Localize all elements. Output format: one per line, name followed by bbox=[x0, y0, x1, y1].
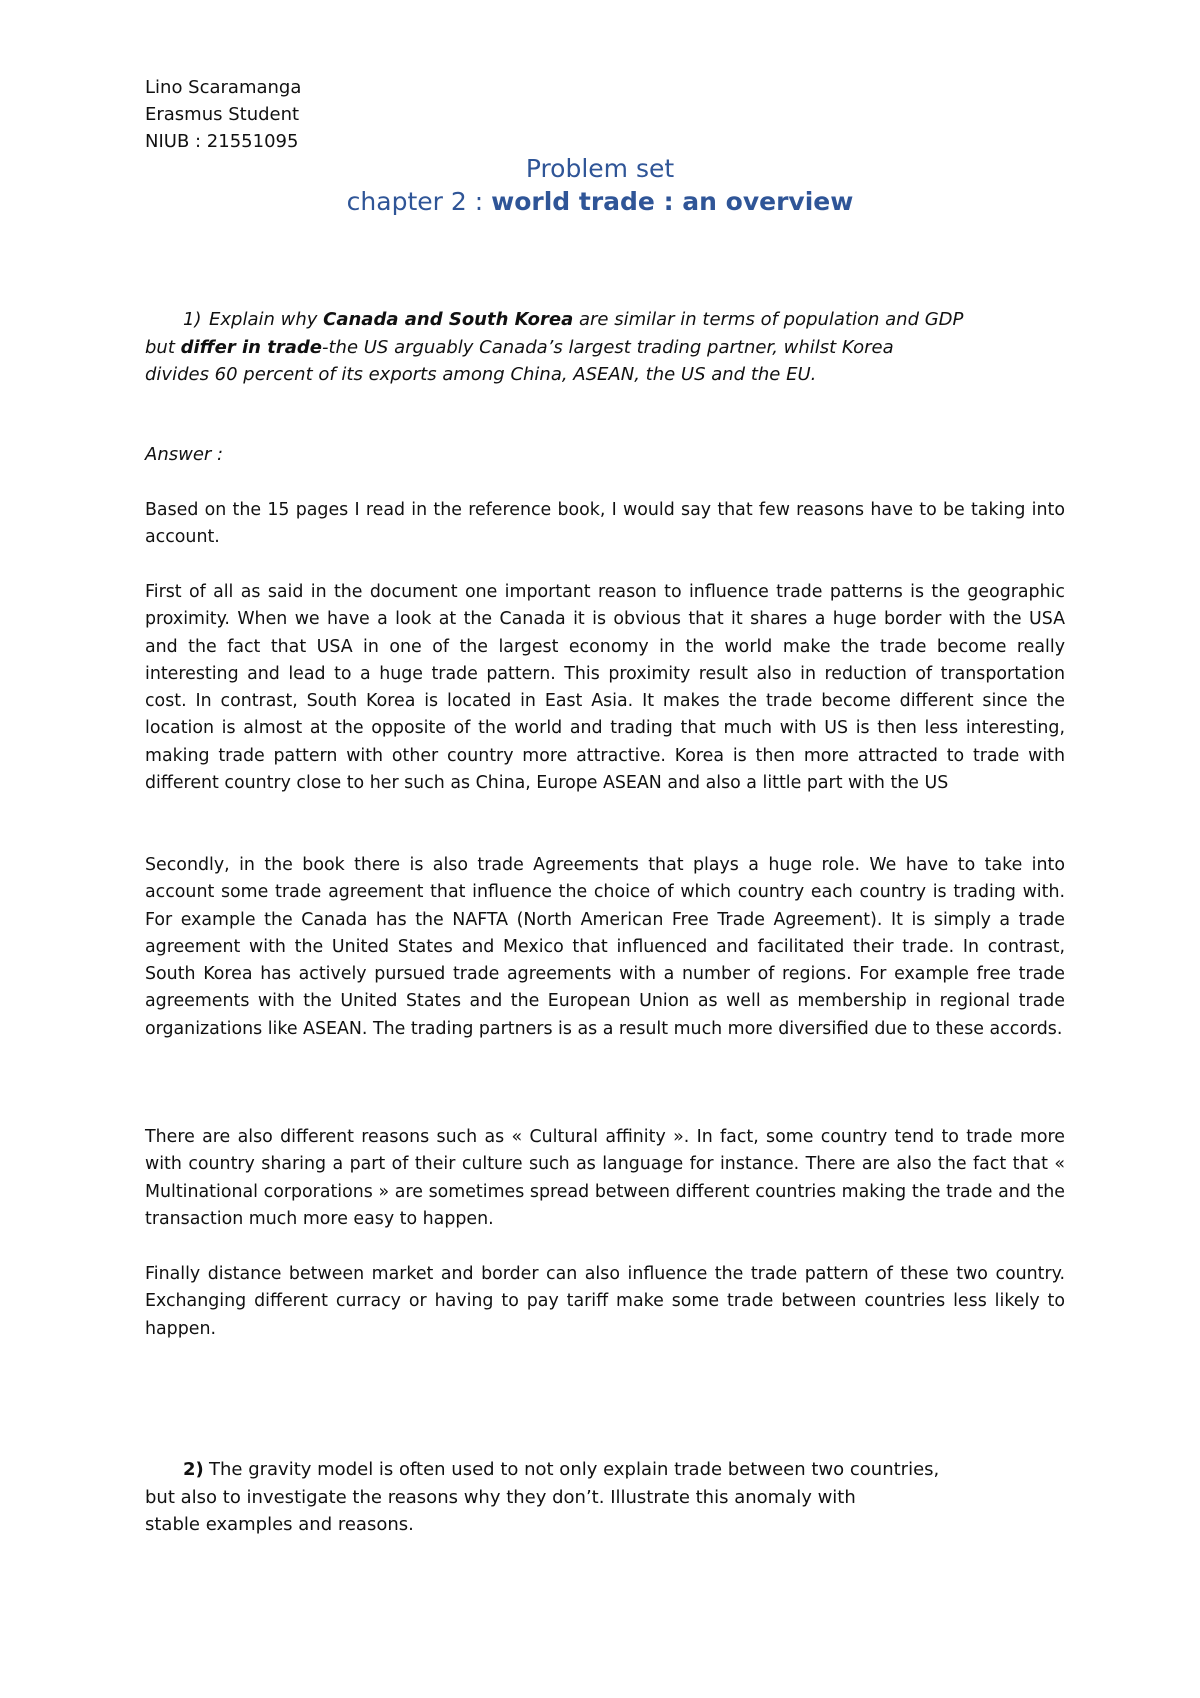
answer-paragraph-culture: There are also different reasons such as « Cultural affinity ». In fact, some country tend to trade more with country sharing a part of their culture such as language for instance. There are also the fact that « Multinational corporations » are sometimes spread between different countries making the trade and the transaction much more easy to happen. bbox=[145, 1127, 1065, 1229]
question-1-line-1 bbox=[145, 306, 963, 334]
q1-text-c: are similar in terms of population and GDP bbox=[573, 309, 964, 330]
title-line-1: Problem set bbox=[525, 154, 675, 183]
q2-text-1: The gravity model is often used to not only explain trade between two countries, bbox=[209, 1459, 940, 1480]
title-topic: world trade : an overview bbox=[491, 187, 854, 216]
question-1-line-3: divides 60 percent of its exports among China, ASEAN, the US and the EU. bbox=[145, 364, 817, 385]
author-name: Lino Scaramanga bbox=[145, 77, 302, 98]
question-2-line-3: stable examples and reasons. bbox=[145, 1514, 414, 1535]
answer-paragraph-agreements: Secondly, in the book there is also trade Agreements that plays a huge role. We have to take into account some trade agreement that influence the choice of which country each country is trading with. For example the Canada has the NAFTA (North American Free Trade Agreement). It is simply a trade agreement with the United States and Mexico that influenced and facilitated their trade. In contrast, South Korea has actively pursued trade agreements with a number of regions. For example free trade agreements with the United States and the European Union as well as membership in regional trade organizations like ASEAN. The trading partners is as a result much more diversified due to these accords. bbox=[145, 855, 1065, 1039]
question-1-line-2 bbox=[145, 334, 963, 362]
question-2-line-1 bbox=[145, 1456, 939, 1484]
question-1-number: 1) bbox=[183, 309, 202, 330]
author-header bbox=[145, 74, 301, 155]
question-2-line-2: but also to investigate the reasons why they don’t. Illustrate this anomaly with bbox=[145, 1486, 856, 1508]
author-role: Erasmus Student bbox=[145, 104, 300, 125]
document-title bbox=[0, 152, 1200, 218]
title-chapter: chapter 2 : bbox=[346, 187, 492, 216]
student-id: NIUB : 21551095 bbox=[145, 131, 299, 152]
answer-label: Answer : bbox=[145, 444, 224, 465]
q1-text-bold-countries: Canada and South Korea bbox=[323, 309, 574, 330]
title-line-2 bbox=[0, 185, 1200, 218]
question-2-number: 2) bbox=[183, 1459, 204, 1480]
q1-text-d: but bbox=[145, 336, 181, 358]
q1-text-a: Explain why bbox=[209, 309, 324, 330]
q1-text-bold-differ: differ in trade bbox=[180, 336, 322, 358]
answer-paragraph-proximity: First of all as said in the document one important reason to influence trade patterns is the geographic proximity. When we have a look at the Canada it is obvious that it shares a huge border with the USA and the fact that USA in one of the largest economy in the world make the trade become really interesting and lead to a huge trade pattern. This proximity result also in reduction of transportation cost. In contrast, South Korea is located in East Asia. It makes the trade become different since the location is almost at the opposite of the world and trading that much with US is then less interesting, making trade pattern with other country more attractive. Korea is then more attracted to trade with different country close to her such as China, Europe ASEAN and also a little part with the US bbox=[145, 582, 1065, 794]
q1-text-e: -the US arguably Canada’s largest trading partner, whilst Korea bbox=[322, 336, 894, 358]
question-1 bbox=[145, 306, 963, 389]
question-2 bbox=[145, 1456, 939, 1539]
answer-paragraph-distance: Finally distance between market and border can also influence the trade pattern of these two country. Exchanging different curracy or having to pay tariff make some trade between countries less likely to happen. bbox=[145, 1264, 1065, 1339]
answer-paragraph-intro: Based on the 15 pages I read in the reference book, I would say that few reasons have to be taking into account. bbox=[145, 500, 1065, 548]
